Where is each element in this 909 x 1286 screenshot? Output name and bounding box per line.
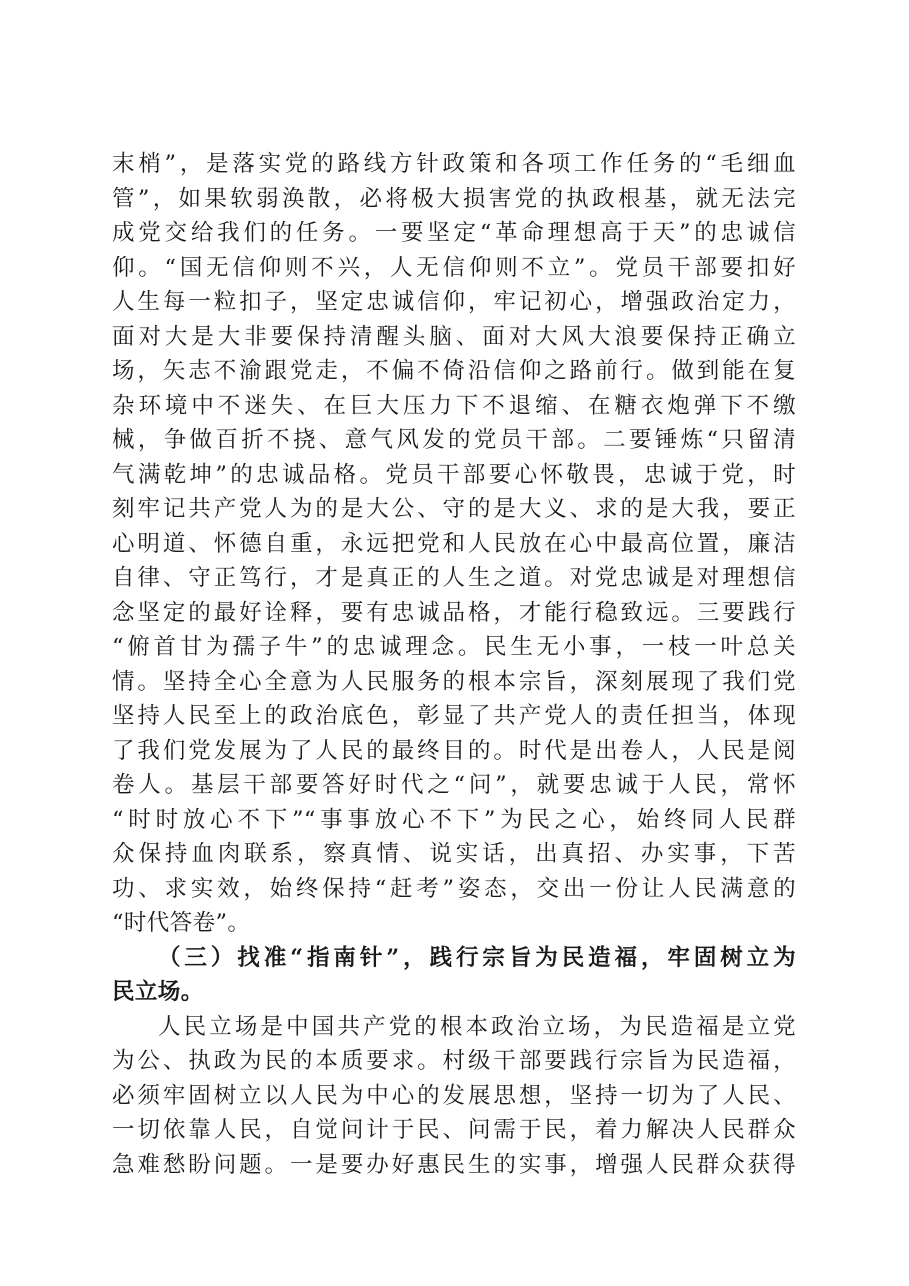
paragraph-line: 管”，如果软弱涣散，必将极大损害党的执政根基，就无法完 [112, 185, 796, 212]
paragraph-line: 急难愁盼问题。一是要办好惠民生的实事，增强人民群众获得 [112, 1151, 796, 1178]
paragraph-line: 功、求实效，始终保持“赶考”姿态，交出一份让人民满意的 [112, 875, 796, 902]
paragraph-line: 杂环境中不迷失、在巨大压力下不退缩、在糖衣炮弹下不缴 [112, 392, 796, 419]
section-heading-line: （三）找准“指南针”，践行宗旨为民造福，牢固树立为 [158, 944, 796, 971]
paragraph-line: “俯首甘为孺子牛”的忠诚理念。民生无小事，一枝一叶总关 [112, 634, 796, 660]
paragraph-line: 坚持人民至上的政治底色，彰显了共产党人的责任担当，体现 [112, 703, 796, 729]
paragraph-line: “时代答卷”。 [112, 910, 251, 936]
paragraph-line: 情。坚持全心全意为人民服务的根本宗旨，深刻展现了我们党 [112, 668, 796, 695]
paragraph-line: 场，矢志不渝跟党走，不偏不倚沿信仰之路前行。做到能在复 [112, 358, 796, 384]
paragraph-line: 刻牢记共产党人为的是大公、守的是大义、求的是大我，要正 [112, 496, 796, 522]
paragraph-line: 为公、执政为民的本质要求。村级干部要践行宗旨为民造福， [112, 1048, 796, 1074]
document-body [112, 147, 796, 1182]
paragraph-line: 人生每一粒扣子，坚定忠诚信仰，牢记初心，增强政治定力， [112, 289, 796, 315]
paragraph-line: 心明道、怀德自重，永远把党和人民放在心中最高位置，廉洁 [112, 530, 796, 557]
paragraph-line: 仰。“国无信仰则不兴，人无信仰则不立”。党员干部要扣好 [112, 254, 796, 281]
paragraph-line: 自律、守正笃行，才是真正的人生之道。对党忠诚是对理想信 [112, 565, 796, 591]
paragraph-line: 械，争做百折不挠、意气风发的党员干部。二要锤炼“只留清 [112, 427, 796, 453]
paragraph-line: 末梢”，是落实党的路线方针政策和各项工作任务的“毛细血 [112, 151, 796, 177]
paragraph-line: 成党交给我们的任务。一要坚定“革命理想高于天”的忠诚信 [112, 220, 796, 246]
paragraph-line: 人民立场是中国共产党的根本政治立场，为民造福是立党 [158, 1013, 796, 1040]
paragraph-line: 面对大是大非要保持清醒头脑、面对大风大浪要保持正确立 [112, 323, 796, 350]
section-heading-line: 民立场。 [112, 979, 204, 1005]
paragraph-line: 气满乾坤”的忠诚品格。党员干部要心怀敬畏，忠诚于党，时 [112, 461, 796, 488]
paragraph-line: 了我们党发展为了人民的最终目的。时代是出卷人，人民是阅 [112, 737, 796, 764]
paragraph-line: 众保持血肉联系，察真情、说实话，出真招、办实事，下苦 [112, 841, 796, 867]
paragraph-line: 卷人。基层干部要答好时代之“问”，就要忠诚于人民，常怀 [112, 772, 796, 798]
paragraph-line: “时时放心不下”“事事放心不下”为民之心，始终同人民群 [112, 806, 796, 833]
paragraph-line: 念坚定的最好诠释，要有忠诚品格，才能行稳致远。三要践行 [112, 599, 796, 626]
paragraph-line: 一切依靠人民，自觉问计于民、问需于民，着力解决人民群众 [112, 1117, 796, 1143]
paragraph-line: 必须牢固树立以人民为中心的发展思想，坚持一切为了人民、 [112, 1082, 796, 1109]
